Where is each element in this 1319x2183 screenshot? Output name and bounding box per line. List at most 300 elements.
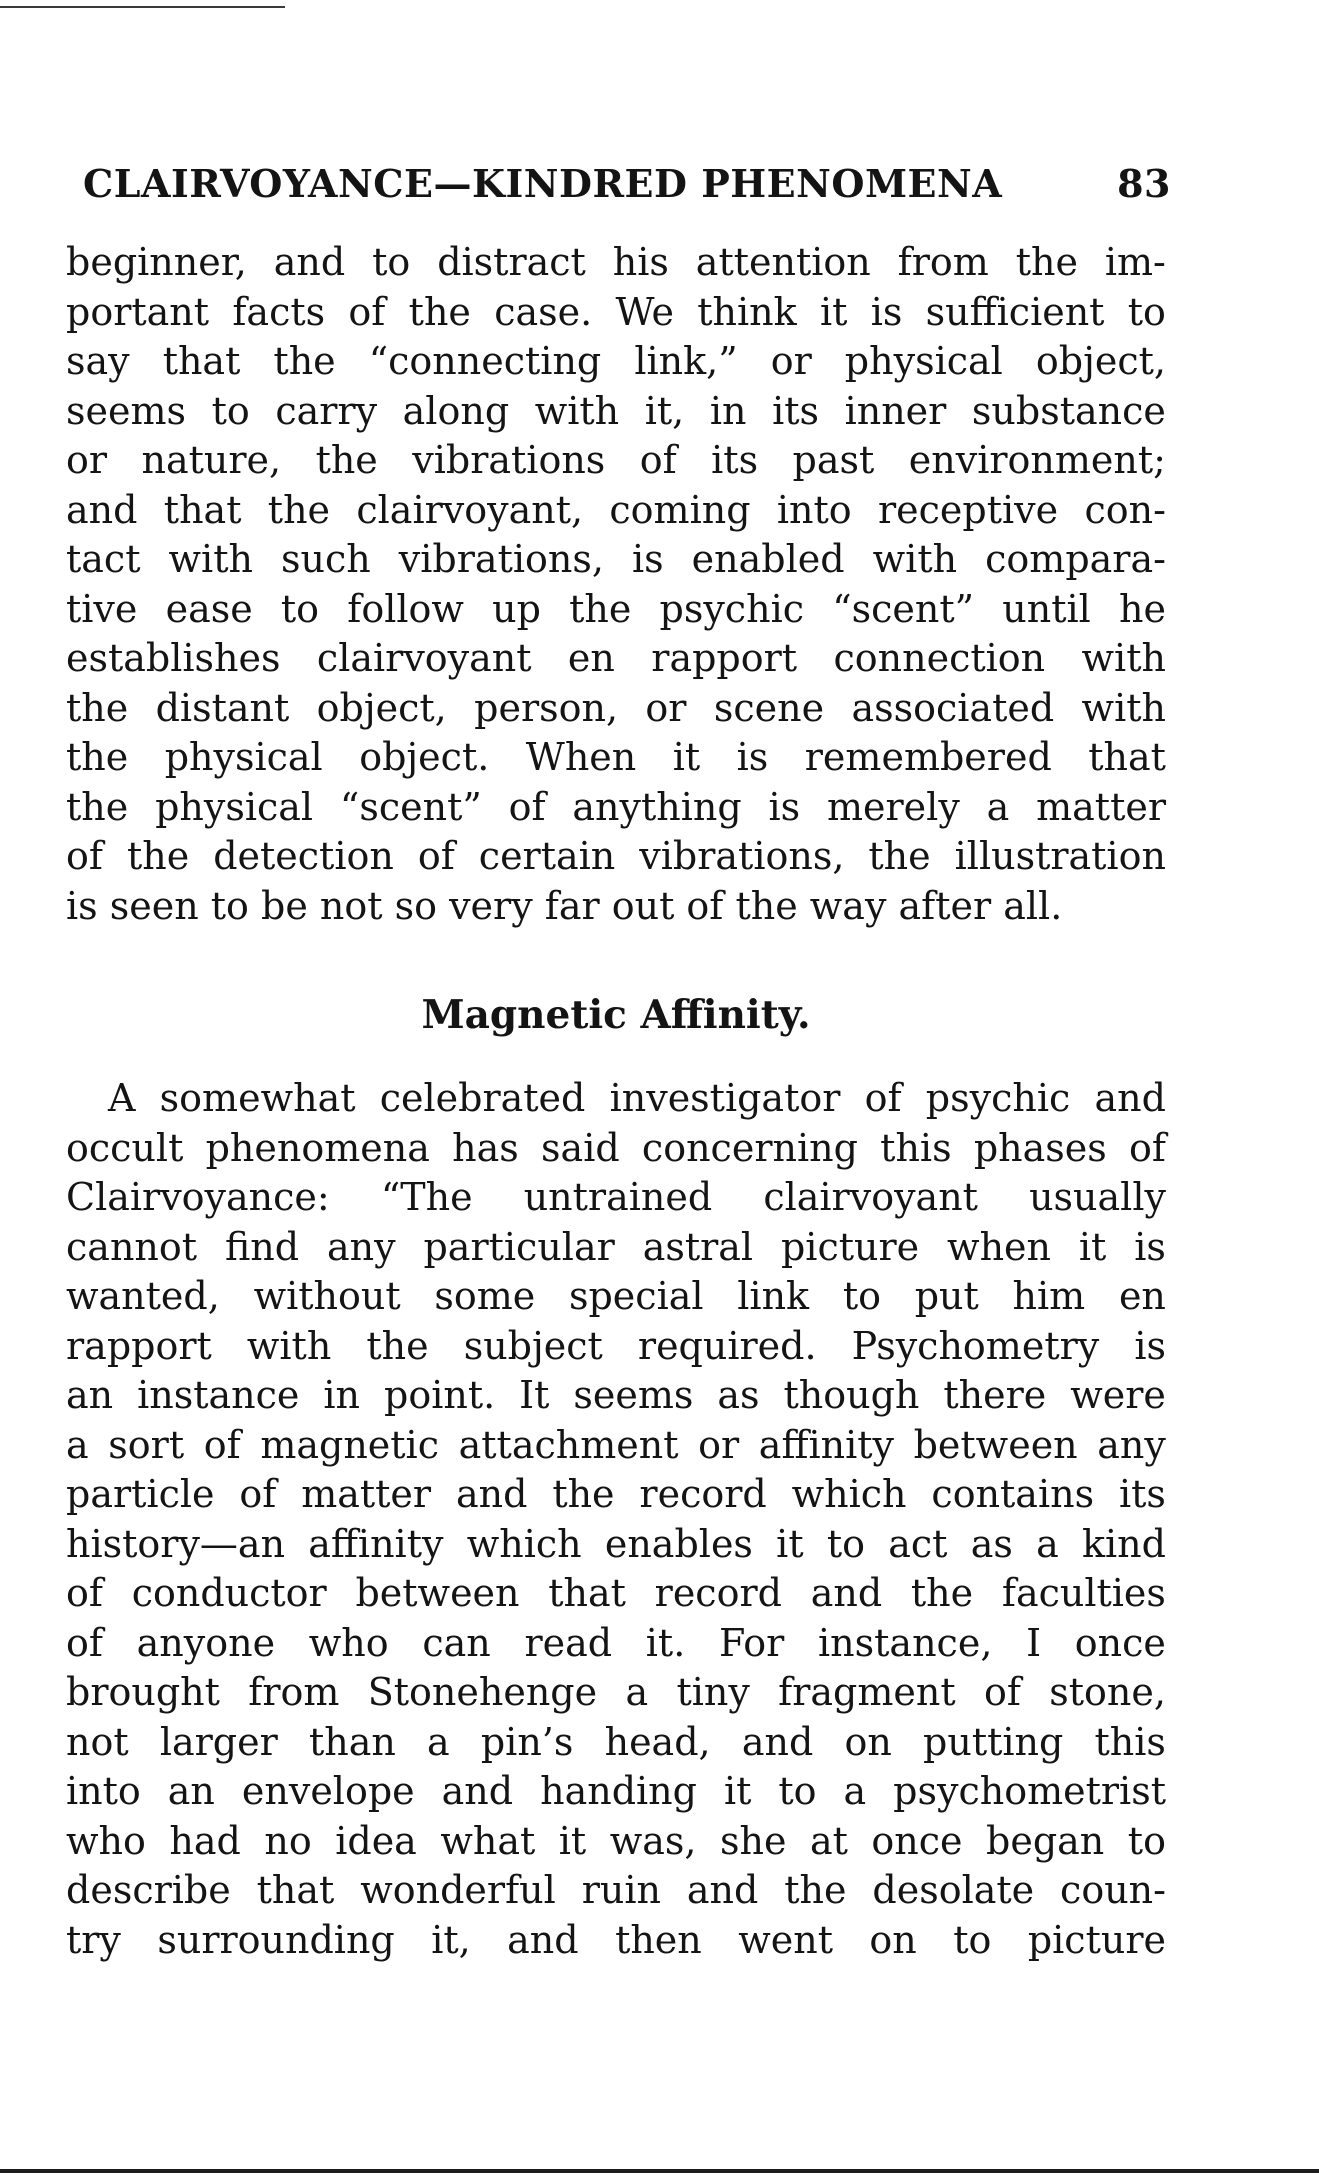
word: to	[778, 1769, 817, 1813]
word: try	[66, 1917, 121, 1962]
word: its	[1118, 1472, 1166, 1516]
word: special	[568, 1274, 704, 1318]
word: the	[66, 735, 129, 779]
word: anyone	[136, 1620, 276, 1665]
word: clairvoyant	[316, 636, 532, 680]
word: remembered	[804, 735, 1052, 779]
word: from	[897, 240, 989, 284]
bottom-rule	[0, 2169, 1319, 2173]
word: “scent”	[339, 784, 482, 829]
word: a	[427, 1719, 450, 1764]
word: say	[66, 339, 130, 383]
word: environment;	[908, 438, 1166, 482]
word: tact	[66, 537, 141, 581]
word: and	[455, 1472, 528, 1516]
word: im-	[1104, 240, 1166, 284]
word: wanted,	[66, 1274, 220, 1318]
word: distract	[437, 240, 586, 284]
word: affinity	[758, 1422, 894, 1467]
word: psychic	[925, 1076, 1071, 1120]
word: its	[711, 438, 759, 482]
word: can	[422, 1620, 491, 1665]
word: enables	[604, 1521, 753, 1566]
word: object,	[316, 685, 447, 730]
word: that	[163, 487, 242, 532]
word: substance	[971, 388, 1166, 433]
word: in	[323, 1373, 361, 1417]
text-line	[66, 684, 1166, 734]
word: associated	[851, 685, 1055, 730]
word: physical	[155, 784, 314, 829]
word: en	[1118, 1274, 1166, 1318]
word: it,	[644, 388, 685, 433]
word: A	[108, 1076, 136, 1120]
text-line	[66, 387, 1166, 437]
word: between	[913, 1422, 1078, 1467]
word: Stonehenge	[367, 1670, 598, 1714]
word: a	[986, 784, 1010, 829]
word: him	[1012, 1274, 1086, 1318]
word: or	[698, 1422, 740, 1467]
word: and	[1094, 1076, 1166, 1120]
text-line	[66, 783, 1166, 833]
word: history—an	[66, 1521, 286, 1566]
word: matter	[301, 1472, 432, 1516]
word: with	[246, 1323, 332, 1368]
running-header	[83, 158, 1171, 208]
word: a	[625, 1670, 649, 1714]
word: this	[1094, 1719, 1166, 1764]
word: person,	[474, 685, 619, 730]
word: as	[717, 1373, 760, 1417]
text-line	[66, 238, 1166, 288]
word: no	[264, 1818, 312, 1863]
word: to	[280, 586, 320, 631]
word: to	[210, 883, 261, 928]
word: to	[1127, 1818, 1166, 1863]
word: what	[440, 1818, 536, 1863]
word: wonderful	[360, 1868, 556, 1912]
word: of	[864, 1076, 902, 1120]
text-line	[66, 288, 1166, 338]
word: all.	[1003, 883, 1063, 928]
word: envelope	[241, 1769, 415, 1813]
word: tive	[66, 586, 138, 631]
text-line	[66, 733, 1166, 783]
word: so	[394, 883, 450, 928]
word: con-	[1084, 487, 1166, 532]
word: seen	[109, 883, 211, 928]
text-line	[66, 1520, 1166, 1570]
word: instance,	[818, 1620, 993, 1665]
word: not	[319, 883, 395, 928]
text-line	[66, 337, 1166, 387]
word: beginner,	[66, 240, 247, 284]
word: or	[645, 685, 687, 730]
word: once	[1074, 1620, 1166, 1665]
word: contains	[931, 1472, 1095, 1516]
word: clairvoyant,	[356, 487, 584, 532]
word: seems	[66, 388, 187, 433]
word: the	[910, 1571, 974, 1615]
word: is	[631, 537, 664, 581]
word: with	[872, 537, 958, 581]
text-line	[66, 1668, 1166, 1718]
word: that	[548, 1571, 626, 1615]
word: subject	[463, 1323, 603, 1368]
word: picture	[780, 1224, 920, 1269]
word: is	[66, 883, 110, 928]
word: it	[776, 1521, 804, 1566]
word: was,	[609, 1818, 697, 1863]
word: along	[402, 388, 510, 433]
word: tiny	[676, 1670, 750, 1714]
word: it.	[645, 1620, 686, 1665]
text-line	[66, 1223, 1166, 1273]
word: as	[970, 1521, 1013, 1566]
word: to	[1127, 289, 1166, 334]
word: and	[741, 1719, 814, 1764]
word: larger	[159, 1719, 278, 1764]
word: anything	[572, 784, 742, 829]
word: usually	[1029, 1175, 1166, 1219]
word: without	[253, 1274, 401, 1318]
word: think	[697, 289, 797, 334]
word: it	[672, 735, 701, 779]
word: is	[870, 289, 903, 334]
word: compara-	[985, 537, 1166, 581]
word: phenomena	[205, 1125, 430, 1170]
word: celebrated	[379, 1076, 586, 1120]
word: find	[224, 1224, 300, 1269]
word: follow	[347, 586, 464, 631]
word: that	[162, 339, 241, 383]
word: “scent”	[832, 586, 975, 631]
word: establishes	[66, 636, 281, 680]
word: the	[315, 438, 378, 482]
word: psychic	[659, 586, 805, 631]
word: putting	[923, 1719, 1064, 1764]
word: a	[1036, 1521, 1059, 1566]
word: coun-	[1060, 1868, 1166, 1912]
word: past	[792, 438, 875, 482]
word: describe	[66, 1868, 231, 1912]
word: psychometrist	[893, 1769, 1166, 1813]
word: link	[737, 1274, 810, 1318]
word: he	[1118, 586, 1166, 631]
text-line	[66, 832, 1166, 882]
word: affinity	[308, 1521, 444, 1566]
text-line	[66, 1124, 1166, 1174]
word: between	[355, 1571, 520, 1615]
word: it	[819, 289, 848, 334]
word: after	[898, 883, 1004, 928]
word: of	[983, 1670, 1021, 1714]
word: from	[248, 1670, 340, 1714]
paragraph-1	[66, 238, 1166, 931]
word: to	[842, 1274, 881, 1318]
word: this	[880, 1125, 952, 1170]
word: idea	[335, 1818, 417, 1863]
word: rapport	[66, 1323, 212, 1368]
word: with	[1081, 685, 1166, 730]
word: object,	[1035, 339, 1166, 383]
text-line	[66, 1074, 1166, 1124]
word: certain	[478, 834, 616, 878]
text-line	[66, 1272, 1166, 1322]
word: began	[986, 1818, 1105, 1863]
word: pin’s	[480, 1719, 574, 1764]
text-line	[66, 1767, 1166, 1817]
word: carry	[275, 388, 378, 433]
word: It	[519, 1373, 550, 1417]
section-heading: Magnetic Affinity.	[421, 992, 811, 1038]
word: rapport	[651, 636, 798, 680]
word: read	[524, 1620, 613, 1665]
word: link,”	[634, 339, 738, 383]
word: matter	[1036, 784, 1166, 829]
word: I	[1026, 1620, 1042, 1665]
word: scene	[713, 685, 825, 730]
word: be	[261, 883, 320, 928]
text-line	[66, 585, 1166, 635]
word: and	[686, 1868, 759, 1912]
word: and	[810, 1571, 883, 1615]
word: particle	[66, 1472, 215, 1516]
word: vibrations,	[398, 537, 604, 581]
text-line	[66, 1470, 1166, 1520]
word: of	[66, 834, 103, 878]
word: the	[273, 339, 336, 383]
word: fragment	[778, 1670, 956, 1714]
word: to	[372, 240, 411, 284]
word: desolate	[872, 1868, 1035, 1912]
text-line	[66, 1173, 1166, 1223]
word: cannot	[66, 1224, 198, 1269]
word: the	[735, 883, 810, 928]
word: untrained	[523, 1175, 713, 1219]
word: is	[1134, 1224, 1166, 1269]
word: or	[770, 339, 812, 383]
word: handing	[540, 1769, 697, 1813]
word: When	[525, 735, 637, 779]
word: of	[417, 834, 455, 878]
word: nature,	[141, 438, 282, 482]
word: into	[776, 487, 852, 532]
word: or	[66, 438, 108, 482]
text-line	[66, 1371, 1166, 1421]
word: into	[66, 1769, 141, 1813]
word: she	[719, 1818, 787, 1863]
word: to	[826, 1521, 865, 1566]
word: and	[66, 487, 138, 532]
word: it,	[431, 1917, 471, 1962]
text-line	[66, 535, 1166, 585]
word: out	[611, 883, 687, 928]
word: the	[66, 784, 129, 829]
word: with	[1081, 636, 1166, 680]
text-line	[66, 1718, 1166, 1768]
text-line	[66, 1817, 1166, 1867]
word: sufficient	[925, 289, 1105, 334]
word: has	[452, 1125, 519, 1170]
word: though	[783, 1373, 920, 1417]
word: the	[126, 834, 190, 878]
word: coming	[609, 487, 751, 532]
word: which	[466, 1521, 582, 1566]
word: facts	[232, 289, 326, 334]
word: the	[366, 1323, 429, 1368]
word: We	[615, 289, 674, 334]
word: and	[507, 1917, 579, 1962]
word: than	[308, 1719, 396, 1764]
word: the	[552, 1472, 615, 1516]
text-line	[66, 436, 1166, 486]
word: such	[281, 537, 371, 581]
text-line	[66, 486, 1166, 536]
word: to	[953, 1917, 992, 1962]
word: who	[66, 1818, 146, 1863]
word: and	[441, 1769, 514, 1813]
word: investigator	[609, 1076, 841, 1120]
word: some	[434, 1274, 536, 1318]
word: far	[544, 883, 612, 928]
word: which	[791, 1472, 907, 1516]
word: on	[869, 1917, 917, 1962]
word: inner	[844, 388, 947, 433]
text-line	[66, 1619, 1166, 1669]
word: there	[943, 1373, 1047, 1417]
word: stone,	[1049, 1670, 1166, 1714]
word: of	[239, 1472, 277, 1516]
word: of	[66, 1620, 103, 1665]
word: phases	[973, 1125, 1107, 1170]
word: who	[308, 1620, 389, 1665]
word: the	[66, 685, 129, 730]
word: concerning	[641, 1125, 858, 1170]
word: connection	[833, 636, 1046, 680]
word: on	[844, 1719, 892, 1764]
word: the	[868, 834, 931, 878]
word: somewhat	[159, 1076, 356, 1120]
word: particular	[423, 1224, 615, 1269]
word: of	[639, 438, 677, 482]
paragraph-2	[66, 1074, 1166, 1965]
word: and	[273, 240, 346, 284]
word: detection	[213, 834, 394, 878]
word: were	[1070, 1373, 1166, 1417]
word: head,	[604, 1719, 711, 1764]
text-line	[66, 1916, 1166, 1966]
word: vibrations	[412, 438, 606, 482]
word: the	[784, 1868, 847, 1912]
word: is	[1134, 1323, 1166, 1368]
word: illustration	[954, 834, 1166, 878]
word: occult	[66, 1125, 184, 1170]
word: Clairvoyance:	[66, 1175, 330, 1219]
word: until	[1002, 586, 1091, 631]
word: any	[1097, 1422, 1166, 1467]
word: instance	[137, 1373, 300, 1417]
word: faculties	[1001, 1571, 1166, 1615]
word: that	[256, 1868, 335, 1912]
word: merely	[827, 784, 960, 829]
word: up	[492, 586, 541, 631]
word: a	[66, 1422, 89, 1467]
word: case.	[494, 289, 593, 334]
word: very	[449, 883, 545, 928]
word: clairvoyant	[763, 1175, 978, 1219]
word: put	[914, 1274, 979, 1318]
word: it	[723, 1769, 752, 1813]
word: his	[612, 240, 669, 284]
word: when	[947, 1224, 1052, 1269]
word: portant	[66, 289, 210, 334]
word: seems	[573, 1373, 694, 1417]
word: a	[843, 1769, 867, 1813]
word: way	[809, 883, 899, 928]
word: of	[203, 1422, 241, 1467]
word: surrounding	[157, 1917, 395, 1962]
word: attachment	[458, 1422, 679, 1467]
text-line	[66, 1322, 1166, 1372]
word: the	[267, 487, 331, 532]
word: “connecting	[368, 339, 602, 383]
word: in	[709, 388, 747, 433]
word: the	[1015, 240, 1078, 284]
word: attention	[695, 240, 871, 284]
word: Psychometry	[851, 1323, 1100, 1368]
word: of	[66, 1571, 103, 1615]
word: of	[1129, 1125, 1166, 1170]
word: object.	[359, 735, 490, 779]
word: said	[541, 1125, 620, 1170]
word: to	[211, 388, 250, 433]
page-number: 83	[1117, 160, 1171, 206]
word: went	[738, 1917, 833, 1962]
word: sort	[108, 1422, 185, 1467]
word: brought	[66, 1670, 220, 1714]
word: distant	[155, 685, 290, 730]
word: its	[772, 388, 819, 433]
word: at	[809, 1818, 848, 1863]
word: kind	[1081, 1521, 1166, 1566]
text-line	[66, 1421, 1166, 1471]
word: record	[654, 1571, 782, 1615]
word: any	[326, 1224, 396, 1269]
word: vibrations,	[639, 834, 845, 878]
word: physical	[164, 735, 323, 779]
text-line	[66, 882, 1166, 932]
word: is	[736, 735, 769, 779]
word: ease	[165, 586, 253, 631]
word: magnetic	[260, 1422, 439, 1467]
word: is	[768, 784, 801, 829]
text-line	[66, 1866, 1166, 1916]
word: of	[686, 883, 736, 928]
text-line	[66, 634, 1166, 684]
word: once	[871, 1818, 963, 1863]
top-rule	[0, 6, 285, 8]
word: act	[888, 1521, 948, 1566]
word: required.	[637, 1323, 817, 1368]
word: ruin	[581, 1868, 661, 1912]
word: physical	[844, 339, 1003, 383]
word: not	[66, 1719, 129, 1764]
word: had	[169, 1818, 241, 1863]
running-head-title: CLAIRVOYANCE—KINDRED PHENOMENA	[83, 160, 1003, 206]
word: then	[615, 1917, 702, 1962]
